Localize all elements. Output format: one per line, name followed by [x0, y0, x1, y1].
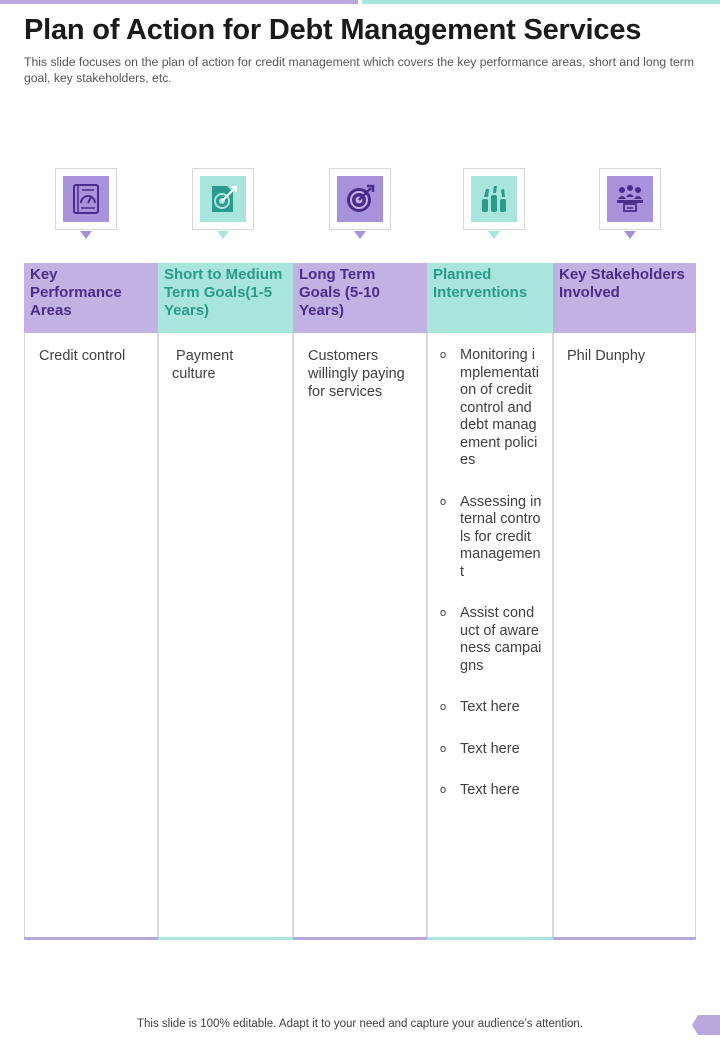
column-key-performance-areas: [24, 263, 158, 940]
column-body: [293, 333, 427, 937]
column-body: [24, 333, 158, 937]
corner-hexagon-icon: [692, 1014, 720, 1036]
icon-frame-long-goals: [329, 168, 391, 230]
list-item: o Monitoring implementation of credit control and debt management policies: [440, 347, 539, 468]
column-long-term-goals: [293, 263, 427, 940]
icon-frame-interventions: [463, 168, 525, 230]
cell-text: Customers willingly paying for services: [308, 348, 405, 400]
column-body: [427, 333, 553, 937]
target-arrow-icon: [337, 176, 383, 222]
team-meeting-icon: [607, 176, 653, 222]
column-header: Key Performance Areas: [24, 263, 158, 333]
footer-note: This slide is 100% editable. Adapt it to your need and capture your audience’s attention.: [136, 1018, 584, 1030]
list-item: o Assist conduct of awareness campaigns: [440, 605, 542, 674]
cell-text: Payment culture: [172, 348, 238, 382]
list-item: o Text here: [440, 699, 520, 715]
page-title: Plan of Action for Debt Management Services: [24, 14, 642, 46]
pointer-interventions: [488, 231, 500, 239]
icon-frame-kpa: [55, 168, 117, 230]
column-header: Short to Medium Term Goals(1-5 Years): [158, 263, 293, 333]
icon-frame-short-goals: [192, 168, 254, 230]
pointer-stakeholders: [624, 231, 636, 239]
column-header: Long Term Goals (5-10 Years): [293, 263, 427, 333]
column-bottom-bar: [158, 937, 293, 940]
pointer-long-goals: [354, 231, 366, 239]
column-planned-interventions: [427, 263, 553, 940]
column-bottom-bar: [24, 937, 158, 940]
list-item: o Assessing internal controls for credit management: [440, 493, 542, 580]
action-plan-table: [24, 263, 696, 940]
bullet-marker: o: [440, 495, 447, 508]
column-header: Planned Interventions: [427, 263, 553, 333]
cell-text: Credit control: [39, 348, 126, 364]
top-accent-bar-teal: [362, 0, 720, 4]
column-bottom-bar: [293, 937, 427, 940]
list-item: o Text here: [440, 740, 520, 757]
page-subtitle: This slide focuses on the plan of action for credit management which covers the key performance areas, short and long term goal, key stakeholders, etc.: [24, 55, 694, 85]
icon-frame-stakeholders: [599, 168, 661, 230]
bullet-marker: o: [440, 349, 447, 361]
column-body: [158, 333, 293, 937]
column-bottom-bar: [553, 937, 696, 940]
bullet-marker: o: [440, 701, 447, 713]
column-key-stakeholders: [553, 263, 696, 940]
bullet-marker: o: [440, 607, 447, 619]
column-bottom-bar: [427, 937, 553, 940]
top-accent-bar-purple: [0, 0, 358, 4]
pointer-short-goals: [217, 231, 229, 239]
bullet-marker: o: [440, 784, 447, 796]
target-document-icon: [200, 176, 246, 222]
interventions-list: [428, 333, 552, 800]
column-short-medium-goals: [158, 263, 293, 940]
hands-raised-icon: [471, 176, 517, 222]
cell-text: Phil Dunphy: [567, 348, 646, 364]
bullet-marker: o: [440, 742, 447, 755]
pointer-kpa: [80, 231, 92, 239]
gauge-book-icon: [63, 176, 109, 222]
column-header: Key Stakeholders Involved: [553, 263, 696, 333]
column-body: [553, 333, 696, 937]
list-item: o Text here: [440, 782, 520, 798]
